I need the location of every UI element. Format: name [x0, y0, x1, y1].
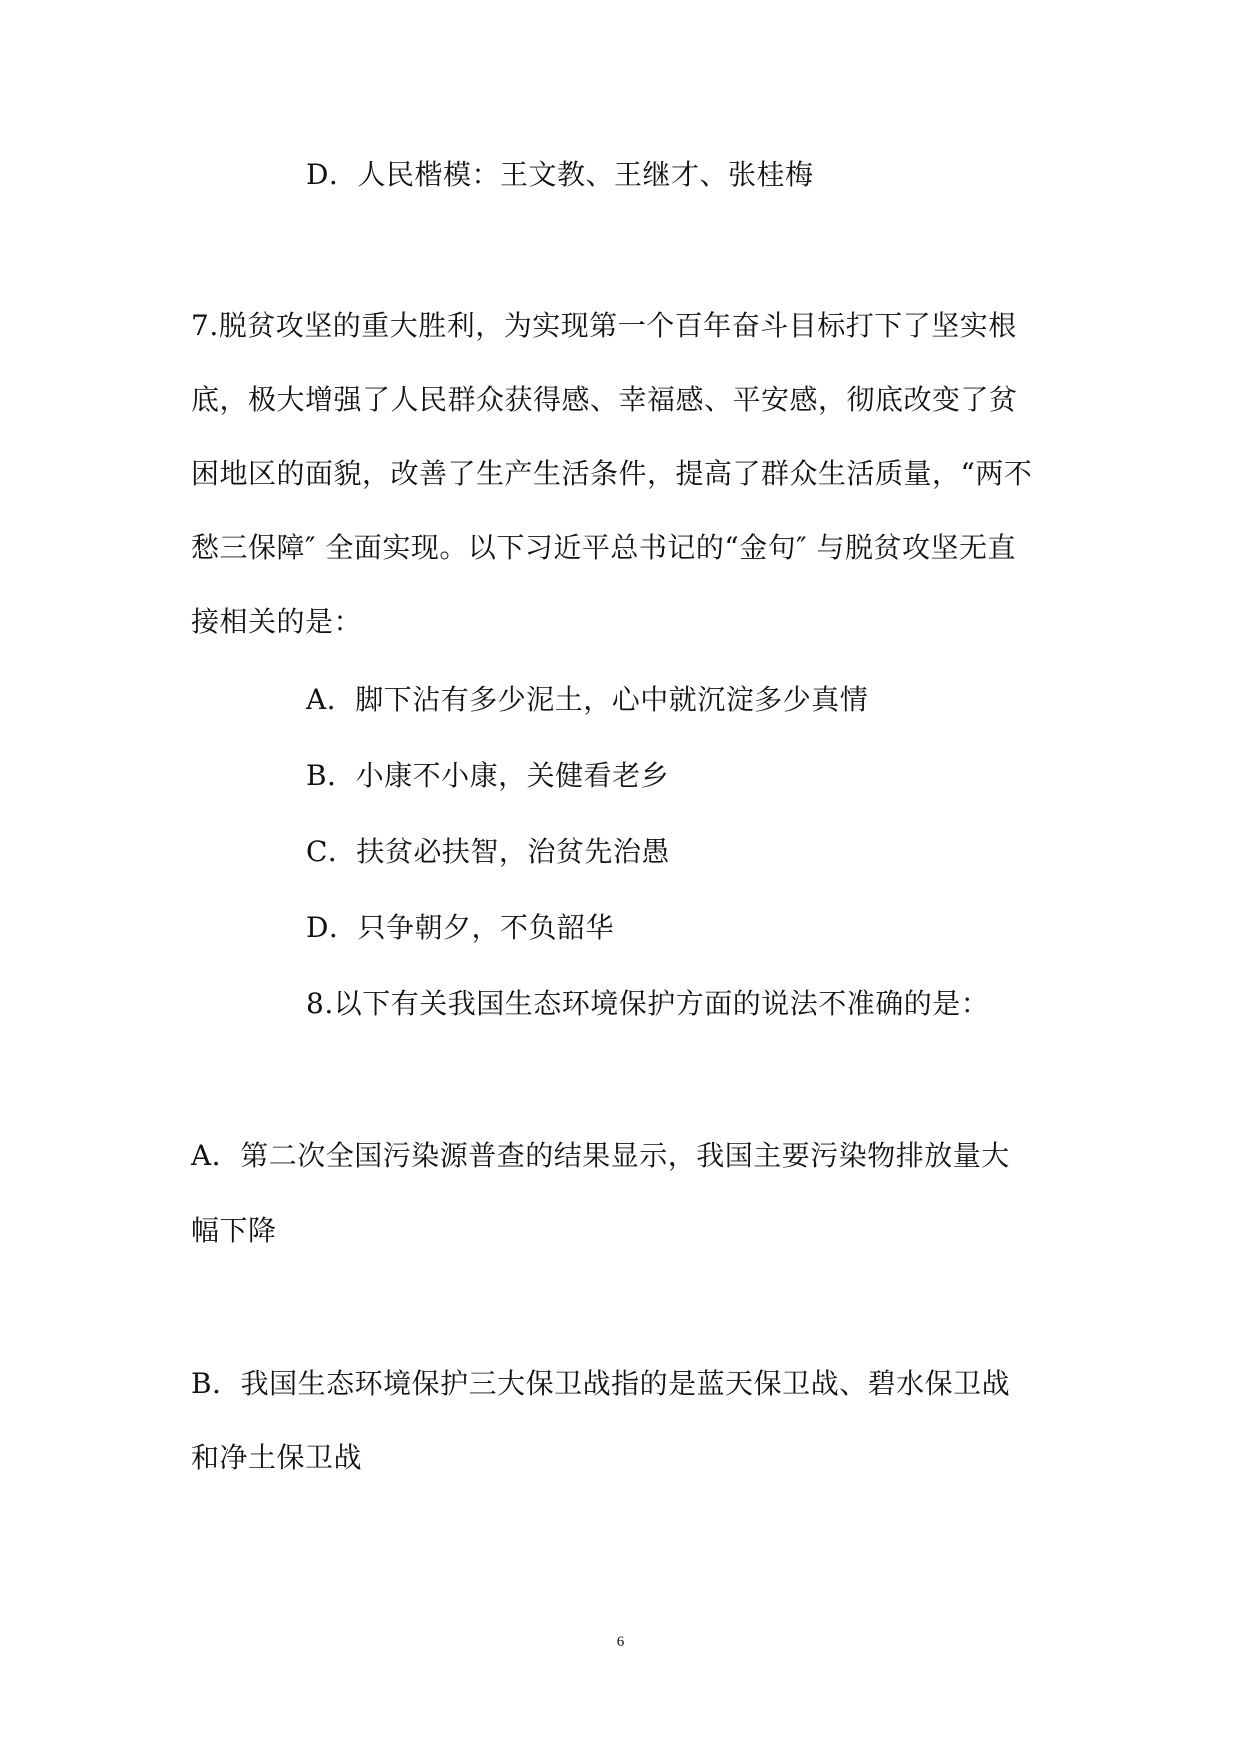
question-7-line-3: 困地区的面貌，改善了生产生活条件，提高了群众生活质量，“两不 [191, 457, 1033, 490]
question-7-option-c: C．扶贫必扶智，治贫先治愚 [306, 835, 670, 868]
question-8-option-b-line-2: 和净土保卫战 [191, 1441, 363, 1474]
question-7-line-5: 接相关的是： [191, 605, 363, 638]
question-7-option-d: D．只争朝夕，不负韶华 [306, 911, 614, 944]
question-8-stem: 8.以下有关我国生态环境保护方面的说法不准确的是： [306, 987, 990, 1020]
question-8-option-a-line-2: 幅下降 [191, 1214, 277, 1247]
question-7-option-a: A．脚下沾有多少泥土，心中就沉淀多少真情 [306, 683, 869, 716]
question-7-option-b: B．小康不小康，关健看老乡 [306, 759, 670, 792]
question-8-option-b-line-1: B．我国生态环境保护三大保卫战指的是蓝天保卫战、碧水保卫战 [191, 1367, 1011, 1400]
prev-question-option-d: D．人民楷模：王文教、王继才、张桂梅 [306, 158, 814, 191]
page-number: 6 [616, 1634, 625, 1650]
question-7-line-1: 7.脱贫攻坚的重大胜利，为实现第一个百年奋斗目标打下了坚实根 [191, 309, 1017, 342]
question-8-option-a-line-1: A．第二次全国污染源普查的结果显示，我国主要污染物排放量大 [191, 1139, 1010, 1172]
question-7-line-2: 底，极大增强了人民群众获得感、幸福感、平安感，彻底改变了贫 [191, 383, 1018, 416]
question-7-line-4: 愁三保障″ 全面实现。以下习近平总书记的“金句″ 与脱贫攻坚无直 [191, 531, 1017, 564]
